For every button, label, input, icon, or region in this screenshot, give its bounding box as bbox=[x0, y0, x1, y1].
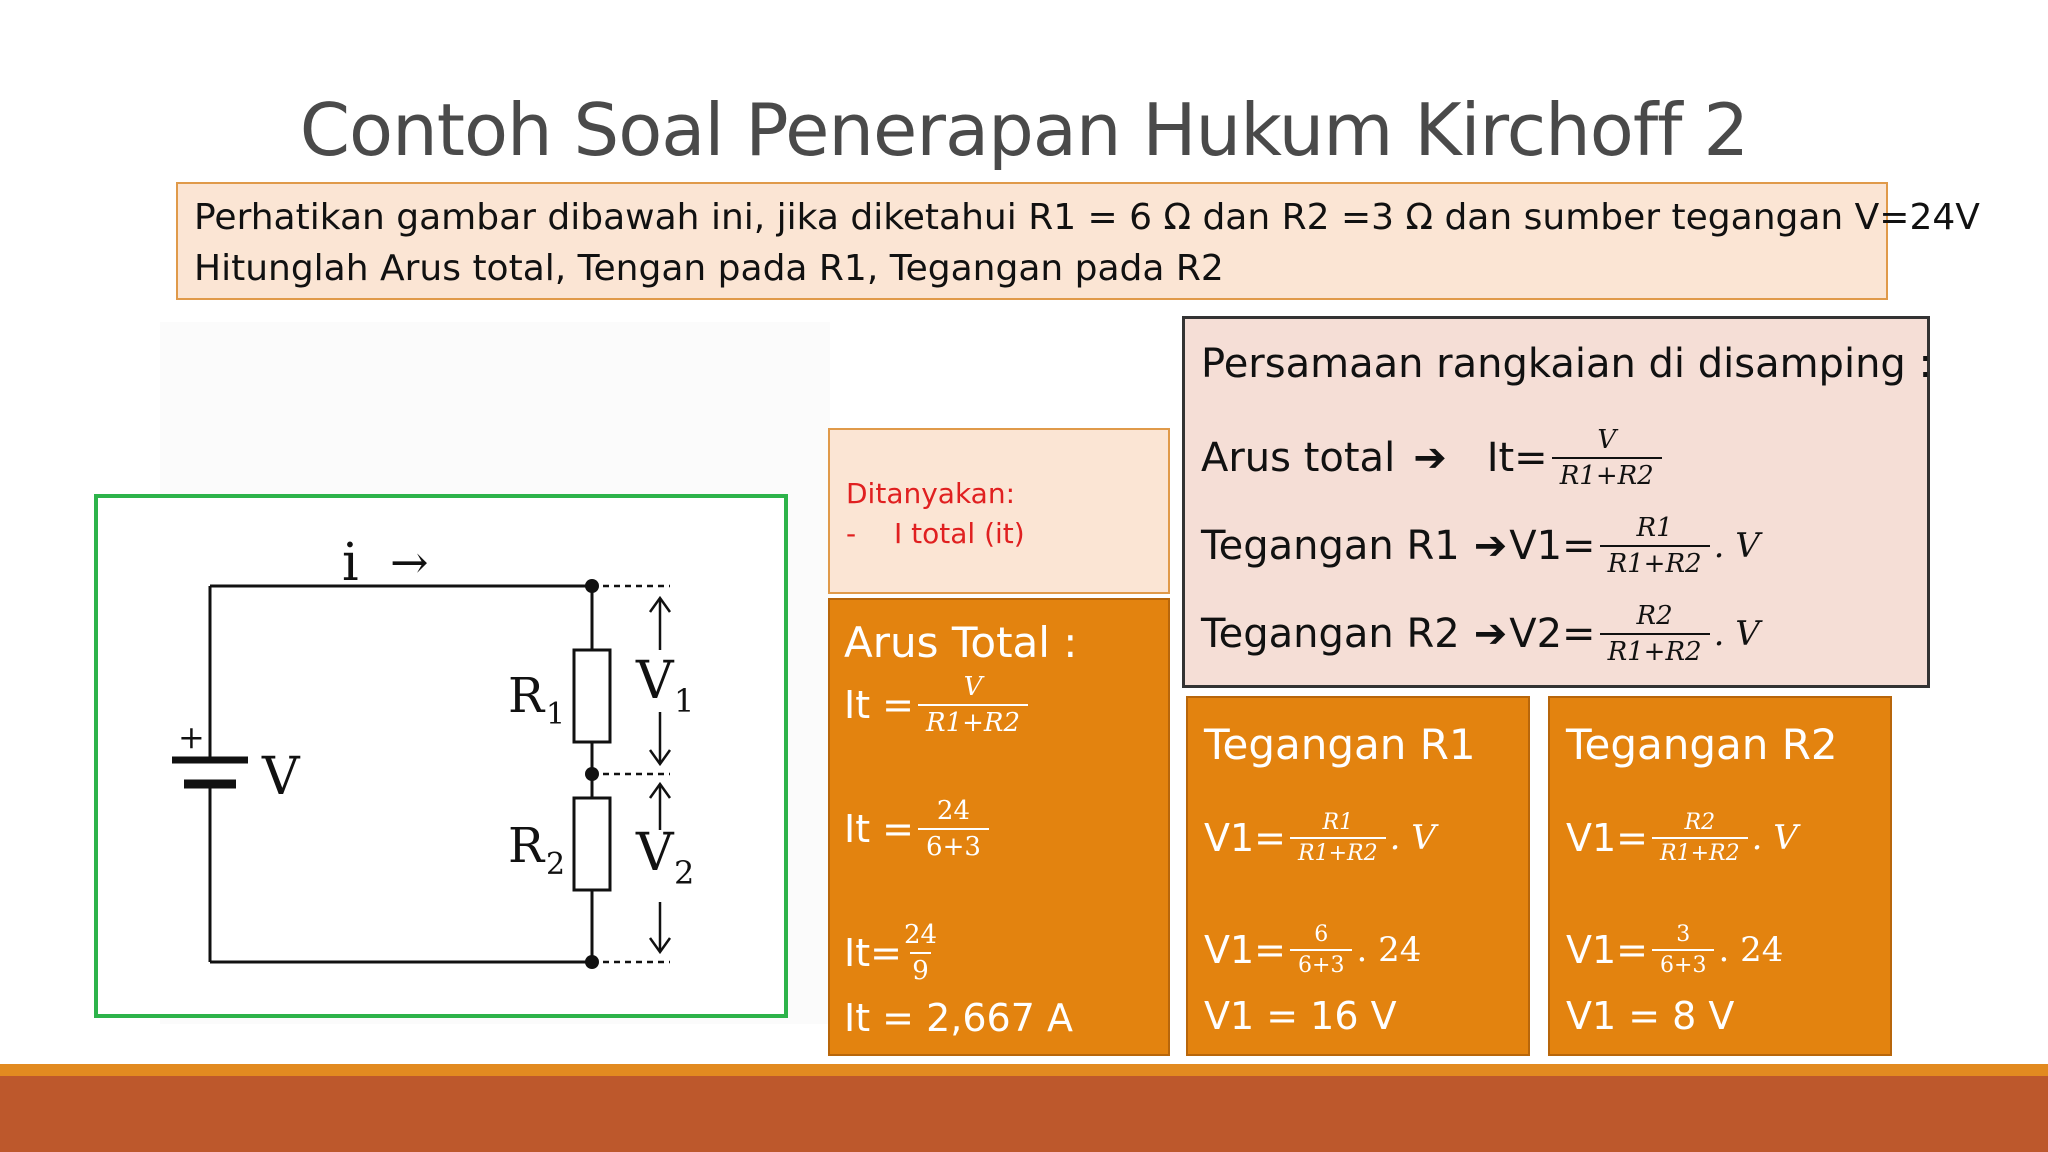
circuit-schematic bbox=[98, 498, 784, 1014]
r2-line-substitute bbox=[1566, 922, 1783, 978]
equation-tegangan-r1 bbox=[1201, 513, 1760, 579]
r2-l2-den: 6+3 bbox=[1652, 949, 1714, 978]
r2-l2-num: 3 bbox=[1676, 922, 1691, 947]
junction-top bbox=[585, 579, 599, 593]
r1-result: V1 = 16 V bbox=[1204, 994, 1397, 1038]
resistor-r1 bbox=[574, 650, 610, 742]
r2-l1-fraction bbox=[1652, 810, 1748, 866]
arrow-icon: ➔ bbox=[1473, 611, 1508, 657]
v1-subscript: 1 bbox=[674, 682, 695, 720]
footer-accent-line bbox=[0, 1064, 2048, 1076]
source-label: V bbox=[262, 747, 300, 807]
arus-card-title: Arus Total : bbox=[844, 618, 1078, 667]
r2-line-formula bbox=[1566, 810, 1798, 866]
arus-label: Arus total bbox=[1201, 435, 1396, 481]
r2-l2-fraction bbox=[1652, 922, 1714, 978]
arus-l2-num: 24 bbox=[936, 796, 971, 826]
equation-arus-total bbox=[1201, 425, 1666, 491]
v2-numerator: R2 bbox=[1636, 601, 1673, 631]
arus-l1-den: R1+R2 bbox=[918, 704, 1028, 738]
r1-l1-num: R1 bbox=[1322, 810, 1354, 835]
v2-fraction bbox=[1600, 601, 1710, 667]
r1-l2-fraction bbox=[1290, 922, 1352, 978]
problem-line-2: Hitunglah Arus total, Tengan pada R1, Tegangan pada R2 bbox=[194, 248, 1224, 289]
problem-statement bbox=[176, 182, 1980, 300]
current-label: i bbox=[342, 533, 359, 593]
v1-numerator: R1 bbox=[1636, 513, 1673, 543]
arus-l1-fraction bbox=[918, 672, 1028, 738]
r1-label: R bbox=[508, 668, 545, 724]
v1-denominator: R1+R2 bbox=[1600, 545, 1710, 579]
v1-times-v: . V bbox=[1713, 526, 1760, 566]
arrow-icon: ➔ bbox=[1473, 523, 1508, 569]
arus-l3-den: 9 bbox=[910, 952, 931, 986]
arus-result: It = 2,667 A bbox=[844, 996, 1073, 1040]
arus-line-simplify bbox=[844, 920, 943, 986]
arus-l1-prefix: It = bbox=[844, 683, 915, 727]
circuit-diagram bbox=[94, 494, 788, 1018]
arus-l3-num: 24 bbox=[903, 920, 938, 950]
equation-tegangan-r2 bbox=[1201, 601, 1760, 667]
r2-l1-den: R1+R2 bbox=[1652, 837, 1748, 866]
arus-l2-prefix: It = bbox=[844, 807, 915, 851]
it-denominator: R1+R2 bbox=[1552, 457, 1662, 491]
it-fraction bbox=[1552, 425, 1662, 491]
v1-fraction bbox=[1600, 513, 1710, 579]
r2-label: R bbox=[508, 818, 545, 874]
slide-title: Contoh Soal Penerapan Hukum Kirchoff 2 bbox=[299, 88, 1749, 172]
arrow-icon: ➔ bbox=[1413, 435, 1447, 481]
r1-l1-den: R1+R2 bbox=[1290, 837, 1386, 866]
r1-card-title: Tegangan R1 bbox=[1204, 720, 1476, 769]
asked-bullet: - bbox=[846, 517, 857, 550]
asked-box bbox=[828, 428, 1170, 594]
v2-prefix: V2= bbox=[1509, 611, 1596, 657]
arus-l1-num: V bbox=[963, 672, 983, 702]
r2-l2-tail: . 24 bbox=[1718, 930, 1784, 970]
r1-line-substitute bbox=[1204, 922, 1421, 978]
r1-subscript: 1 bbox=[546, 697, 566, 732]
arus-l2-den: 6+3 bbox=[918, 828, 989, 862]
asked-item-text: I total (it) bbox=[894, 517, 1025, 550]
r1-l2-tail: . 24 bbox=[1356, 930, 1422, 970]
equations-heading: Persamaan rangkaian di disamping : bbox=[1201, 341, 1932, 387]
battery-plus-label: + bbox=[178, 718, 205, 756]
r2-l2-prefix: V1= bbox=[1566, 928, 1649, 972]
it-numerator: V bbox=[1597, 425, 1617, 455]
r2-eq-label: Tegangan R2 bbox=[1201, 611, 1460, 657]
junction-mid bbox=[585, 767, 599, 781]
r2-card-title: Tegangan R2 bbox=[1566, 720, 1838, 769]
v2-subscript: 2 bbox=[674, 854, 695, 892]
arus-line-substitute bbox=[844, 796, 993, 862]
v2-denominator: R1+R2 bbox=[1600, 633, 1710, 667]
asked-title: Ditanyakan: bbox=[846, 477, 1016, 510]
r1-l2-prefix: V1= bbox=[1204, 928, 1287, 972]
v2-times-v: . V bbox=[1713, 614, 1760, 654]
arus-l2-fraction bbox=[918, 796, 989, 862]
asked-item bbox=[846, 514, 1152, 554]
junction-bottom bbox=[585, 955, 599, 969]
r2-l1-num: R2 bbox=[1684, 810, 1716, 835]
equations-box bbox=[1182, 316, 1930, 688]
r1-l1-tail: . V bbox=[1389, 818, 1436, 858]
r1-l2-den: 6+3 bbox=[1290, 949, 1352, 978]
arus-l3-prefix: It= bbox=[844, 931, 902, 975]
it-prefix: It= bbox=[1486, 435, 1548, 481]
tegangan-r1-card bbox=[1186, 696, 1530, 1056]
current-arrow: → bbox=[390, 535, 429, 589]
v1-label: V bbox=[636, 651, 674, 711]
v1-prefix: V1= bbox=[1509, 523, 1596, 569]
tegangan-r2-card bbox=[1548, 696, 1892, 1056]
resistor-r2 bbox=[574, 798, 610, 890]
arus-l3-fraction bbox=[902, 920, 939, 986]
r2-l1-prefix: V1= bbox=[1566, 816, 1649, 860]
v2-label: V bbox=[636, 823, 674, 883]
r2-result: V1 = 8 V bbox=[1566, 994, 1735, 1038]
r2-subscript: 2 bbox=[546, 847, 566, 882]
footer-bar bbox=[0, 1076, 2048, 1152]
problem-line-1: Perhatikan gambar dibawah ini, jika diketahui R1 = 6 Ω dan R2 =3 Ω dan sumber tegangan V=24V bbox=[194, 197, 1980, 238]
r1-l1-fraction bbox=[1290, 810, 1386, 866]
r1-l1-prefix: V1= bbox=[1204, 816, 1287, 860]
arus-total-card bbox=[828, 598, 1170, 1056]
r1-line-formula bbox=[1204, 810, 1436, 866]
r2-l1-tail: . V bbox=[1751, 818, 1798, 858]
arus-line-formula bbox=[844, 672, 1032, 738]
r1-eq-label: Tegangan R1 bbox=[1201, 523, 1460, 569]
r1-l2-num: 6 bbox=[1314, 922, 1329, 947]
